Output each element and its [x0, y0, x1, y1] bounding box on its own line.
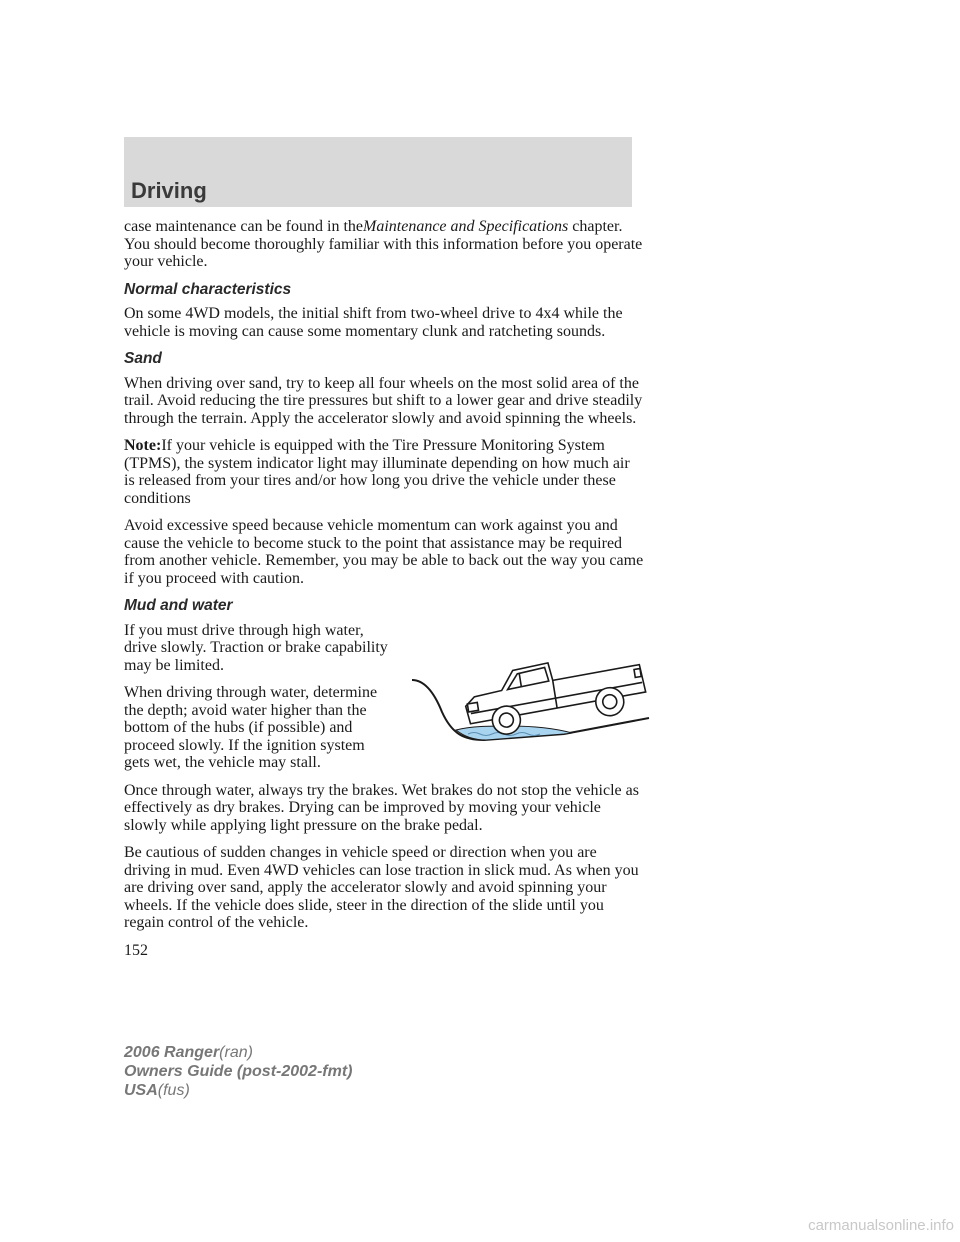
caution-text: Be cautious of sudden changes in vehicle speed or direction when you are driving in mud. Even 4WD vehicles can lose traction in slick mud. As when you are driving over sand, apply the accelerator slowly and avoid spinning your wheels. If the vehicle does slide, steer in the direction of the slide until you regain control of the vehicle. [124, 844, 639, 931]
note-label: Note: [124, 437, 162, 454]
chapter-reference: Maintenance and Specifications [363, 218, 569, 235]
normal-characteristics-heading: Normal characteristics [124, 280, 292, 298]
mud-water-block [124, 622, 644, 772]
normal-characteristics-text: On some 4WD models, the initial shift from two-wheel drive to 4x4 while the vehicle is moving can cause some momentary clunk and ratcheting sounds. [124, 305, 623, 340]
watermark: carmanualsonline.info [808, 1217, 954, 1234]
footer-line-2: Owners Guide (post-2002-fmt) [124, 1063, 353, 1080]
sand-text: When driving over sand, try to keep all four wheels on the most solid area of the trail. Avoid reducing the tire pressures but shift to a lower gear and drive steadily through the terrain. Apply the accelerator slowly and avoid spinning the wheels. [124, 374, 643, 427]
document-footer [124, 1043, 352, 1100]
mud-water-heading: Mud and water [124, 597, 233, 614]
truck-in-water-illustration [404, 642, 654, 752]
brakes-text: Once through water, always try the brakes. Wet brakes do not stop the vehicle as effectively as dry brakes. Drying can be improved by moving your vehicle slowly while applying light pressure on the brake pedal. [124, 781, 639, 834]
footer-line-3: USA(fus) [124, 1082, 190, 1099]
intro-paragraph: case maintenance can be found in theMaintenance and Specifications chapter. You should become thoroughly familiar with this information before you operate your vehicle. [124, 218, 643, 270]
mud-text-1: If you must drive through high water, drive slowly. Traction or brake capability may be limited. [124, 621, 388, 674]
page-content [124, 218, 644, 942]
speed-text: Avoid excessive speed because vehicle momentum can work against you and cause the vehicle to become stuck to the point that assistance may be required from another vehicle. Remember, you may be able to back out the way you came if you proceed with caution. [124, 517, 644, 587]
section-title: Driving [131, 178, 207, 203]
note-paragraph: Note:If your vehicle is equipped with the Tire Pressure Monitoring System (TPMS), the system indicator light may illuminate depending on how much air is released from your tires and/or how long you drive the vehicle under these conditions [124, 437, 630, 507]
mud-text-2: When driving through water, determine the depth; avoid water higher than the bottom of the hubs (if possible) and proceed slowly. If the ignition system gets wet, the vehicle may stall. [124, 684, 378, 771]
page-number: 152 [124, 942, 148, 959]
footer-line-1: 2006 Ranger(ran) [124, 1044, 253, 1061]
sand-heading: Sand [124, 350, 162, 367]
